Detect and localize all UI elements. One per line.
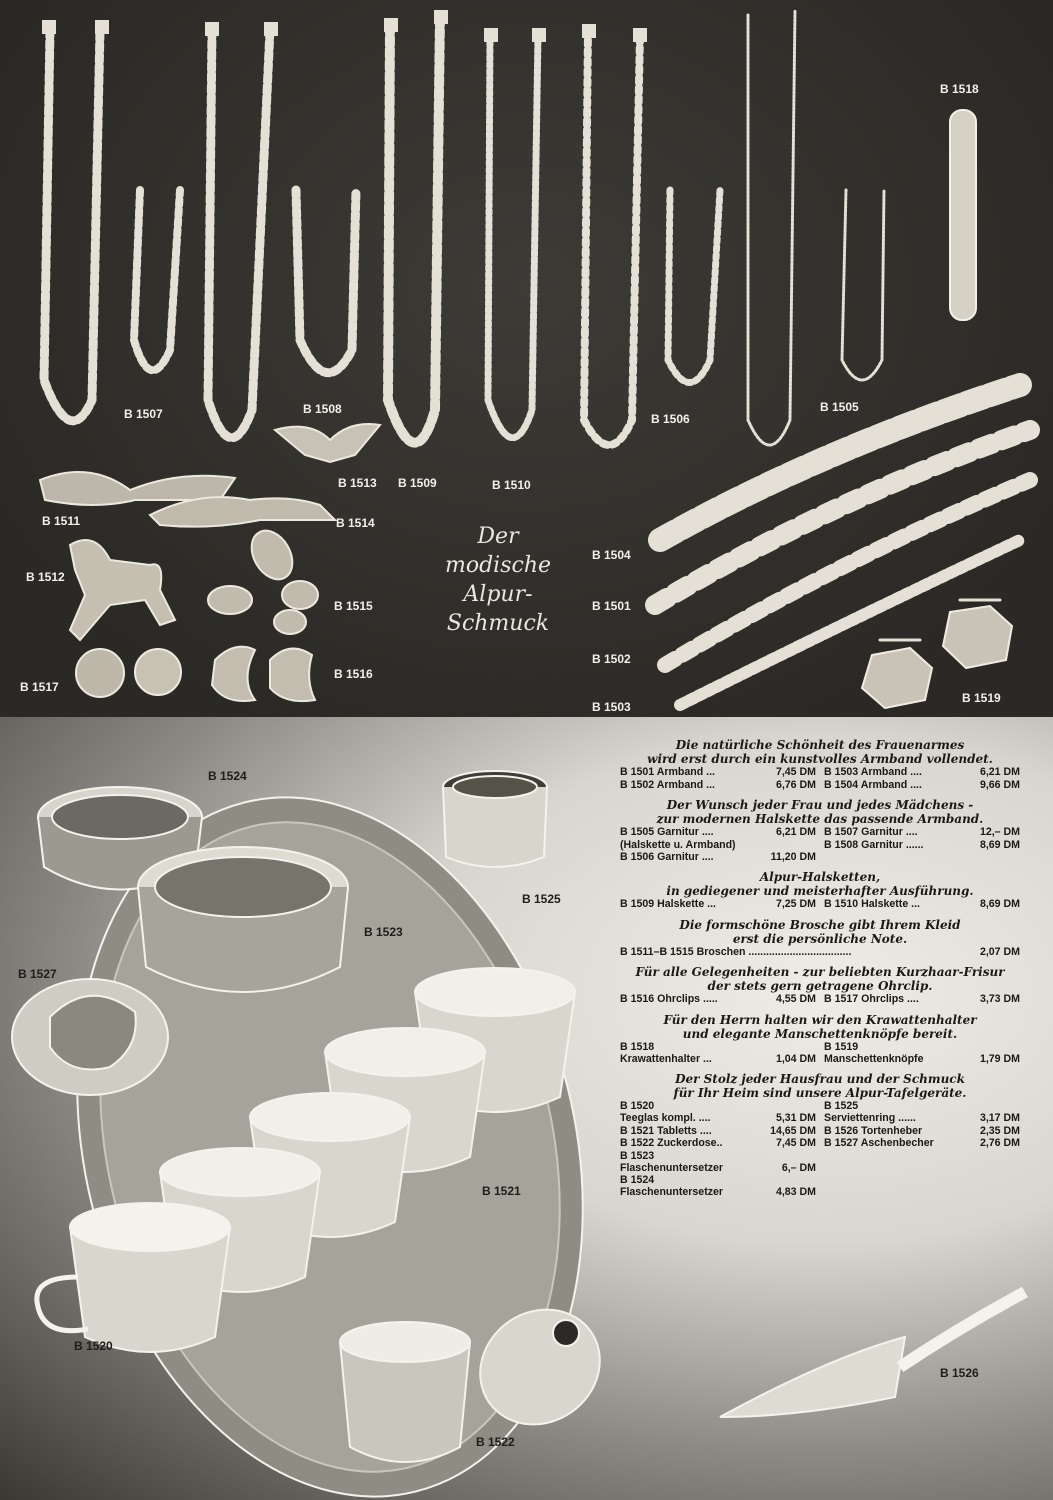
item-code: B 1524: [620, 1174, 655, 1186]
brooch-butterfly-1513: [275, 424, 380, 462]
label-b1516: B 1516: [334, 667, 373, 681]
price-line: [620, 946, 1020, 959]
price-line: [824, 766, 1020, 779]
item-price: 6,21 DM: [979, 766, 1020, 778]
label-b1527: B 1527: [18, 967, 57, 981]
jewelry-section: [0, 0, 1053, 717]
section-heading: Alpur-Halsketten,: [759, 870, 881, 884]
item-name: B 1502 Armband ...: [620, 778, 715, 791]
item-name: B 1507 Garnitur ....: [824, 826, 918, 838]
price-line: [620, 898, 816, 911]
item-code: B 1520: [620, 1100, 655, 1112]
label-b1517: B 1517: [20, 680, 59, 694]
item-name: B 1511–B 1515 Broschen ...................................: [620, 945, 852, 958]
section-heading: in gediegener und meisterhafter Ausführung.: [666, 884, 974, 898]
price-section-sets: [620, 798, 1020, 863]
item-name: Flaschenuntersetzer: [620, 1186, 724, 1198]
tagline-line: Der: [477, 524, 519, 549]
item-name: B 1509 Halskette ...: [620, 898, 716, 910]
price-line: [824, 839, 1020, 852]
label-b1515: B 1515: [334, 599, 373, 613]
label-b1514: B 1514: [336, 516, 375, 530]
label-b1521: B 1521: [482, 1184, 521, 1198]
item-name: B 1503 Armband ....: [824, 766, 922, 778]
label-b1526: B 1526: [940, 1366, 979, 1380]
section-heading: Der Stolz jeder Hausfrau und der Schmuck: [675, 1072, 965, 1086]
price-line: [620, 851, 816, 864]
item-name: B 1517 Ohrclips ....: [824, 993, 919, 1005]
label-b1520: B 1520: [74, 1339, 113, 1353]
tagline: [438, 522, 558, 638]
label-b1503: B 1503: [592, 700, 631, 714]
item-name: B 1526 Tortenheber: [824, 1124, 923, 1137]
item-price: 2,35 DM: [979, 1124, 1020, 1137]
item-note: (Halskette u. Armband): [620, 838, 736, 851]
item-price: 12,– DM: [979, 826, 1020, 838]
section-heading: Für den Herrn halten wir den Krawattenhalter: [663, 1012, 977, 1027]
price-line: [824, 898, 1020, 911]
item-price: 6,– DM: [781, 1161, 816, 1174]
item-code: B 1518: [620, 1040, 655, 1053]
item-price: 4,83 DM: [775, 1186, 816, 1198]
price-line: [620, 1125, 816, 1138]
item-price: 2,76 DM: [979, 1137, 1020, 1149]
label-b1513: B 1513: [338, 476, 377, 490]
bracelet-1505: [842, 190, 884, 380]
price-line: [620, 779, 816, 792]
necklace-1510: [488, 35, 538, 438]
item-name: Teeglas kompl. ....: [620, 1112, 711, 1124]
bracelet-1506: [668, 190, 720, 383]
label-b1504: B 1504: [592, 548, 631, 562]
label-b1524: B 1524: [208, 769, 247, 783]
item-price: 7,25 DM: [775, 898, 816, 910]
label-b1505: B 1505: [820, 400, 859, 414]
price-section-necklaces: [620, 870, 1020, 911]
price-line: [620, 1137, 816, 1150]
section-heading: für Ihr Heim sind unsere Alpur-Tafelgeräte.: [673, 1086, 967, 1100]
price-line: [824, 993, 1020, 1006]
price-line: [824, 1053, 1020, 1066]
napkin-ring-1525: [443, 771, 547, 867]
item-price: 6,21 DM: [775, 826, 816, 838]
item-price: 3,73 DM: [979, 993, 1020, 1005]
price-line: [620, 1186, 816, 1199]
label-b1511: B 1511: [42, 514, 81, 528]
cufflink-1519b: [943, 606, 1012, 668]
price-line: [620, 1162, 816, 1175]
label-b1518: B 1518: [940, 82, 979, 96]
label-b1508: B 1508: [303, 402, 342, 416]
item-name: Manschettenknöpfe: [824, 1052, 924, 1065]
item-name: B 1504 Armband ....: [824, 778, 922, 791]
section-heading: Der Wunsch jeder Frau und jedes Mädchens -: [666, 798, 974, 812]
item-price: 8,69 DM: [979, 838, 1020, 851]
item-price: 1,79 DM: [979, 1052, 1020, 1065]
section-heading: zur modernen Halskette das passende Armband.: [656, 812, 984, 826]
label-b1502: B 1502: [592, 652, 631, 666]
price-section-tableware: [620, 1072, 1020, 1199]
fine-chain: [748, 10, 795, 445]
item-name: B 1501 Armband ...: [620, 766, 715, 778]
brooch-lizard-1514: [150, 497, 335, 527]
coaster-1523: [138, 847, 348, 992]
section-heading: Die natürliche Schönheit des Frauenarmes: [675, 738, 965, 752]
price-line: [620, 1053, 816, 1066]
tagline-line: modische: [444, 553, 552, 578]
necklace-1507: [44, 30, 100, 421]
necklace-1508: [208, 30, 270, 438]
section-heading: erst die persönliche Note.: [732, 931, 908, 946]
item-name: B 1522 Zuckerdose..: [620, 1137, 723, 1149]
item-price: 4,55 DM: [775, 993, 816, 1005]
price-line: [824, 1137, 1020, 1150]
item-name: B 1508 Garnitur ......: [824, 838, 924, 851]
item-name: Krawattenhalter ...: [620, 1052, 712, 1065]
earclip-1517a: [76, 649, 124, 697]
item-name: Flaschenuntersetzer: [620, 1161, 724, 1174]
label-b1523: B 1523: [364, 925, 403, 939]
price-line: [824, 1112, 1020, 1125]
item-code: B 1523: [620, 1149, 655, 1162]
item-price: 7,45 DM: [775, 766, 816, 778]
earclip-1517b: [135, 649, 181, 695]
item-name: B 1516 Ohrclips .....: [620, 993, 718, 1005]
cufflink-1519a: [862, 648, 932, 708]
item-name: B 1506 Garnitur ....: [620, 850, 714, 863]
label-b1519: B 1519: [962, 691, 1001, 705]
item-price: 6,76 DM: [775, 778, 816, 791]
label-b1512: B 1512: [26, 570, 65, 584]
tagline-line: Alpur-: [463, 582, 533, 607]
item-code: B 1525: [824, 1100, 859, 1112]
item-price: 8,69 DM: [979, 898, 1020, 910]
brooch-leaves-1515: [208, 523, 318, 634]
cake-server-1526: [720, 1292, 1025, 1417]
item-code: B 1519: [824, 1040, 859, 1053]
label-b1506: B 1506: [651, 412, 690, 426]
brooch-horse-1512: [70, 540, 175, 640]
price-line: [620, 766, 816, 779]
price-line: [620, 826, 816, 839]
item-price: 5,31 DM: [775, 1112, 816, 1124]
item-price: 11,20 DM: [770, 850, 816, 863]
price-section-bracelets: [620, 738, 1020, 791]
section-heading: Die formschöne Brosche gibt Ihrem Kleid: [679, 917, 961, 932]
section-heading: Für alle Gelegenheiten - zur beliebten Kurzhaar-Frisur: [635, 965, 1005, 979]
label-b1507: B 1507: [124, 407, 163, 421]
earclip-1516b: [270, 649, 315, 702]
tie-clip-1518: [950, 110, 976, 320]
item-name: B 1527 Aschenbecher: [824, 1137, 934, 1149]
bracelet-1507: [134, 190, 180, 370]
tagline-line: Schmuck: [446, 611, 550, 636]
section-heading: und elegante Manschettenknöpfe bereit.: [682, 1026, 958, 1041]
bracelet-1508: [296, 190, 356, 373]
price-section-brooches: [620, 918, 1020, 959]
item-price: 7,45 DM: [775, 1137, 816, 1149]
price-section-men: [620, 1013, 1020, 1066]
item-price: 2,07 DM: [979, 945, 1020, 958]
item-name: B 1521 Tabletts ....: [620, 1124, 712, 1137]
price-list: [620, 738, 1020, 1206]
price-line: [824, 826, 1020, 839]
item-price: 3,17 DM: [979, 1112, 1020, 1124]
necklace-spiral: [584, 30, 640, 445]
section-heading: der stets gern getragene Ohrclip.: [707, 979, 933, 993]
item-price: 1,04 DM: [775, 1052, 816, 1065]
label-b1525: B 1525: [522, 892, 561, 906]
label-b1510: B 1510: [492, 478, 531, 492]
item-name: Serviettenring ......: [824, 1112, 916, 1124]
label-b1522: B 1522: [476, 1435, 515, 1449]
item-price: 9,66 DM: [979, 778, 1020, 791]
item-name: B 1510 Halskette ...: [824, 898, 920, 910]
item-price: 14,65 DM: [770, 1124, 816, 1137]
label-b1509: B 1509: [398, 476, 437, 490]
price-line: [824, 1125, 1020, 1138]
ashtray-1527: [12, 979, 168, 1095]
section-heading: wird erst durch ein kunstvolles Armband vollendet.: [647, 752, 993, 766]
price-section-earclips: [620, 965, 1020, 1006]
earclip-1516a: [212, 647, 255, 701]
item-name: B 1505 Garnitur ....: [620, 826, 714, 838]
necklace-1509: [388, 15, 440, 443]
price-line: [824, 779, 1020, 792]
price-line: [620, 1112, 816, 1125]
price-line: [620, 993, 816, 1006]
label-b1501: B 1501: [592, 599, 631, 613]
